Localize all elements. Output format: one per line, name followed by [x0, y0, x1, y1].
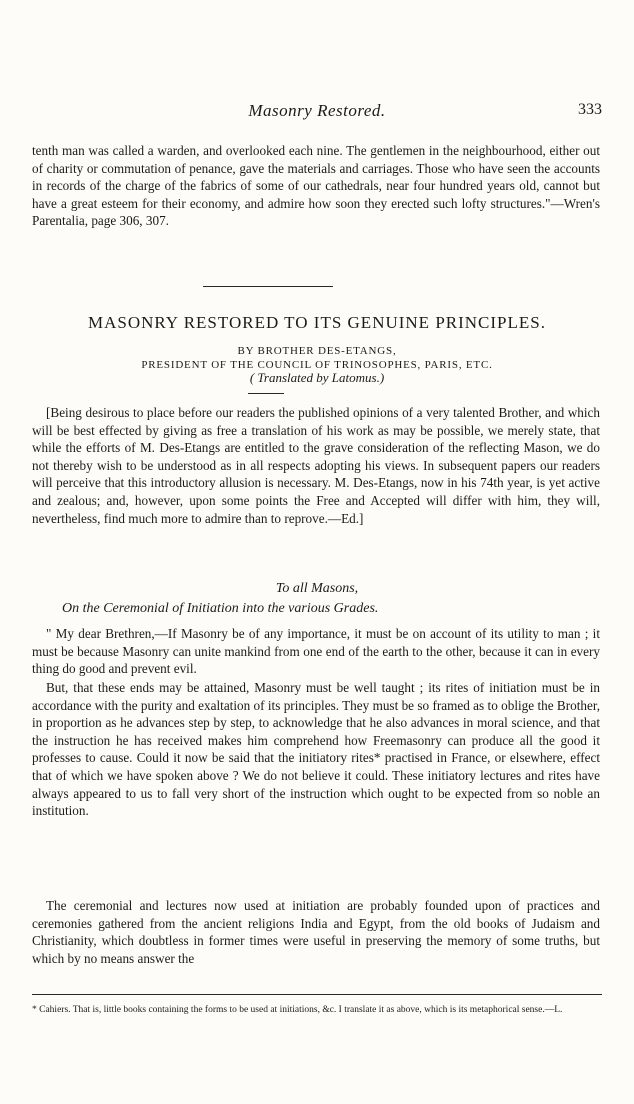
body-paragraph: " My dear Brethren,—If Masonry be of any importance, it must be on account of its utility to man ; it must be because Masonry can unite mankind from one end of the earth to the other, because it can in every thing do good and prevent evil.: [32, 626, 600, 677]
body-paragraph: But, that these ends may be attained, Masonry must be well taught ; its rites of initiation must be in accordance with the purity and exaltation of its principles. They must be so framed as to oblige the Brother, in proportion as he advances step by step, to acknowledge that he also advances in moral science, and that the instruction he has received makes him comprehend how Freemasonry can produce all the good it professes to cause. Could it now be said that the initiatory rites* practised in France, or elsewhere, effect that of which we have spoken above ? We do not believe it could. These initiatory lectures and rites have always appeared to us to fall very short of the instruction which ought to be expected from so noble an institution.: [32, 680, 600, 819]
article-byline: BY BROTHER DES-ETANGS,: [237, 345, 397, 357]
section-subtitle: On the Ceremonial of Initiation into the various Grades.: [62, 601, 379, 616]
footnote: * Cahiers. That is, little books containing the forms to be used at initiations, &c. I translate it as above, which is its metaphorical sense.—L.: [32, 1005, 563, 1015]
address-line: To all Masons,: [275, 581, 359, 596]
running-title: Masonry Restored.: [248, 101, 386, 120]
page-header: [32, 101, 602, 123]
page-number: 333: [578, 101, 602, 118]
footnote-rule: [32, 994, 602, 995]
short-divider: [248, 393, 284, 394]
intro-paragraph: tenth man was called a warden, and overlooked each nine. The gentlemen in the neighbourhood, either out of charity or commutation of penance, gave the materials and carriages. Those who have seen the accounts in records of the charge of the fabrics of some of our cathedrals, near four hundred years old, cannot but have a great esteem for their economy, and admire how soon they erected such lofty structures."—Wren's Parentalia, page 306, 307.: [32, 143, 600, 229]
translator-credit: ( Translated by Latomus.): [249, 370, 385, 385]
editor-note: [Being desirous to place before our readers the published opinions of a very talented Brother, and which will be best effected by giving as free a translation of his work as may be possible, we merely state, that while the efforts of M. Des-Etangs are entitled to the grave consideration of the reflecting Mason, we do not thereby wish to be understood as in all respects adopting his views. In subsequent papers our readers will perceive that this introductory allusion is necessary. M. Des-Etangs, now in his 74th year, is yet active and zealous; and, however, upon some points the Free and Accepted will differ with him, they will, nevertheless, find much more to admire than to reprove.—Ed.]: [32, 405, 600, 526]
body-paragraph: The ceremonial and lectures now used at initiation are probably founded upon of practices and ceremonies gathered from the ancient religions India and Egypt, from the old books of Judaism and Christianity, which doubtless in former times were useful in preserving the memory of some truths, but which by no means answer the: [32, 898, 600, 966]
article-title: MASONRY RESTORED TO ITS GENUINE PRINCIPLES.: [88, 313, 546, 332]
author-affiliation: PRESIDENT OF THE COUNCIL OF TRINOSOPHES, PARIS, ETC.: [141, 359, 493, 371]
section-divider: [203, 286, 333, 287]
